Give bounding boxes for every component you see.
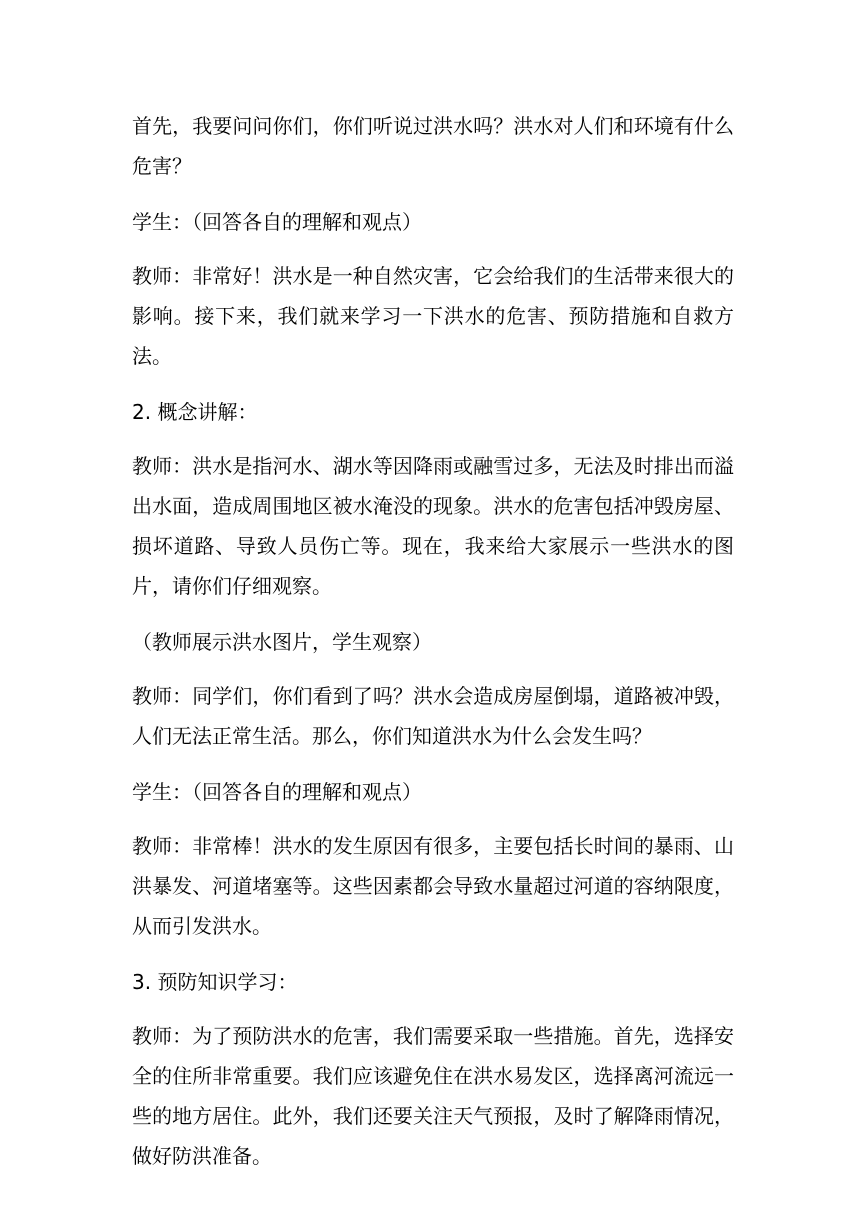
- paragraph-opening-question: 首先，我要问问你们，你们听说过洪水吗？洪水对人们和环境有什么危害？: [132, 114, 734, 178]
- paragraph-show-pictures: （教师展示洪水图片，学生观察）: [132, 630, 432, 654]
- paragraph-teacher-prevention: 教师：为了预防洪水的危害，我们需要采取一些措施。首先，选择安全的住所非常重要。我们应该避免住在洪水易发区，选择离河流远一些的地方居住。此外，我们还要关注天气预报，及时了解降雨情况，做好防洪准备。: [132, 1024, 734, 1168]
- document-body: [132, 106, 734, 1192]
- section-heading-prevention: 3. 预防知识学习：: [132, 970, 298, 994]
- paragraph-teacher-intro: 教师：非常好！洪水是一种自然灾害，它会给我们的生活带来很大的影响。接下来，我们就来学习一下洪水的危害、预防措施和自救方法。: [132, 264, 734, 368]
- paragraph-student-answer-2: 学生：（回答各自的理解和观点）: [132, 780, 422, 804]
- paragraph-teacher-concept: 教师：洪水是指河水、湖水等因降雨或融雪过多，无法及时排出而溢出水面，造成周围地区被水淹没的现象。洪水的危害包括冲毁房屋、损坏道路、导致人员伤亡等。现在，我来给大家展示一些洪水的图片，请你们仔细观察。: [132, 454, 734, 598]
- paragraph-student-answer-1: 学生：（回答各自的理解和观点）: [132, 210, 422, 234]
- paragraph-teacher-causes: 教师：非常棒！洪水的发生原因有很多，主要包括长时间的暴雨、山洪暴发、河道堵塞等。这些因素都会导致水量超过河道的容纳限度，从而引发洪水。: [132, 834, 734, 938]
- section-heading-concept: 2. 概念讲解：: [132, 400, 258, 424]
- paragraph-teacher-question: 教师：同学们，你们看到了吗？洪水会造成房屋倒塌，道路被冲毁，人们无法正常生活。那么，你们知道洪水为什么会发生吗？: [132, 684, 734, 748]
